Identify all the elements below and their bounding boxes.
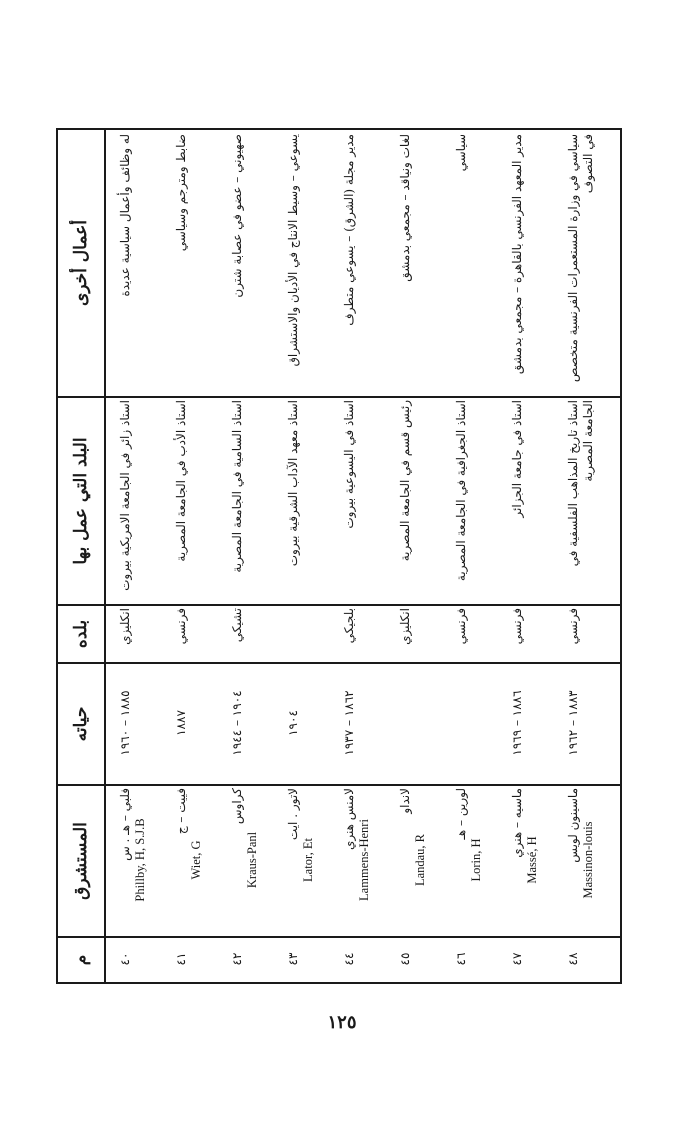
cell-life: ١٨٨٦ – ١٩٦٩ bbox=[510, 690, 524, 756]
table-row bbox=[562, 130, 614, 982]
cell-num: ٤٧ bbox=[510, 952, 524, 966]
page-number: ١٢٥ bbox=[327, 1012, 357, 1033]
cell-other-works: صهيوني – عضو في عصابة شترن bbox=[230, 134, 244, 298]
orientalist-name-arabic: فلبي – هـ . س bbox=[118, 788, 132, 861]
cell-countries-worked: استاذ في جامعة الجزائر bbox=[510, 400, 524, 518]
cell-orientalist bbox=[170, 788, 222, 932]
table-page bbox=[56, 128, 622, 984]
cell-life bbox=[394, 666, 446, 780]
cell-countries-worked: استاذ تاريخ المذاهب الفلسفية في الجامعة المصرية bbox=[566, 400, 595, 567]
cell-life: ١٩٠٤ bbox=[286, 710, 300, 736]
cell-other-works: له وظائف وأعمال سياسية عديدة bbox=[118, 134, 132, 297]
cell-life bbox=[450, 666, 502, 780]
cell-life: ١٨٦٢ – ١٩٣٧ bbox=[342, 690, 356, 756]
cell-other-works: مدير مجلة (الشرق) – يسوعي متطرف bbox=[342, 134, 356, 326]
orientalist-name-arabic: ماسينون لويس bbox=[566, 788, 580, 863]
header-country: بلده bbox=[71, 619, 91, 649]
cell-countries-worked: استاذ السامية في الجامعة المصرية bbox=[230, 400, 244, 573]
cell-country: تشيكي bbox=[230, 608, 244, 643]
cell-num: ٤٣ bbox=[286, 952, 300, 966]
cell-other-works: سياسي bbox=[454, 134, 468, 172]
header-other-works: أعمال أخرى bbox=[71, 219, 91, 307]
orientalist-name-latin: Lator, Et bbox=[301, 838, 315, 882]
orientalist-name-latin: Wiet, G bbox=[189, 840, 203, 880]
table-row bbox=[114, 130, 166, 982]
cell-orientalist bbox=[450, 788, 502, 932]
table-row bbox=[394, 130, 446, 982]
cell-orientalist bbox=[394, 788, 446, 932]
table-header bbox=[58, 130, 106, 982]
cell-num: ٤٢ bbox=[230, 952, 244, 966]
cell-countries-worked: استاذ معهد الآداب الشرقية بيروت bbox=[286, 400, 300, 567]
orientalist-name-latin: Lorin, H bbox=[469, 838, 483, 882]
cell-orientalist bbox=[114, 788, 166, 932]
cell-other-works: لغات ونياقد – مجمعي بدمشق bbox=[398, 134, 412, 282]
cell-countries-worked: استاذ الجغرافية في الجامعة المصرية bbox=[454, 400, 468, 582]
cell-life: ١٨٨٧ bbox=[174, 710, 188, 736]
table-row bbox=[170, 130, 222, 982]
cell-other-works: ضابط ومترجم وسياسي bbox=[174, 134, 188, 252]
header-num: م bbox=[71, 954, 91, 966]
cell-num: ٤٠ bbox=[118, 952, 132, 966]
cell-num: ٤٤ bbox=[342, 952, 356, 966]
orientalists-table bbox=[56, 128, 622, 984]
orientalist-name-arabic: كراوس bbox=[230, 788, 244, 825]
orientalist-name-latin: Massinon-louis bbox=[581, 821, 595, 899]
table-row bbox=[338, 130, 390, 982]
cell-other-works: يسوعي – وسيط الانتاج في الأديان والاستشراق bbox=[286, 134, 300, 367]
orientalist-name-arabic: ماسيه – هنري bbox=[510, 788, 524, 858]
cell-country: انكليزي bbox=[118, 608, 132, 645]
cell-country: فرنسي bbox=[566, 608, 580, 645]
cell-num: ٤١ bbox=[174, 952, 188, 966]
cell-orientalist bbox=[506, 788, 558, 932]
cell-life: ١٩٠٤ – ١٩٤٤ bbox=[230, 690, 244, 756]
cell-num: ٤٥ bbox=[398, 952, 412, 966]
cell-country: فرنسي bbox=[174, 608, 188, 645]
orientalist-name-latin: Massé, H bbox=[525, 836, 539, 884]
cell-countries-worked: استاذ في اليسوعية بيروت bbox=[342, 400, 356, 529]
cell-country: فرنسي bbox=[510, 608, 524, 645]
orientalist-name-arabic: لانداو bbox=[398, 788, 412, 814]
cell-life: ١٨٨٥ – ١٩٦٠ bbox=[118, 690, 132, 756]
cell-country: فرنسي bbox=[454, 608, 468, 645]
header-life: حياته bbox=[71, 706, 91, 742]
table-row bbox=[506, 130, 558, 982]
cell-countries-worked: استاذ الأدب في الجامعة المصرية bbox=[174, 400, 188, 562]
cell-life: ١٨٨٣ – ١٩٦٢ bbox=[566, 690, 580, 756]
cell-other-works: سياسي في وزارة المستعمرات الفرنسية متخصص في التصوف bbox=[566, 134, 595, 383]
cell-orientalist bbox=[226, 788, 278, 932]
table-row bbox=[226, 130, 278, 982]
orientalist-name-arabic: لامنس هنري bbox=[342, 788, 356, 850]
header-countries-worked: البلد التي عمل بها bbox=[71, 437, 91, 565]
table-row bbox=[282, 130, 334, 982]
cell-num: ٤٦ bbox=[454, 952, 468, 966]
cell-other-works: مدير المعهد الفرنسي بالقاهرة – مجمعي بدمشق bbox=[510, 134, 524, 375]
cell-country: بلجيكي bbox=[342, 608, 356, 644]
cell-orientalist bbox=[338, 788, 390, 932]
cell-num: ٤٨ bbox=[566, 952, 580, 966]
cell-orientalist bbox=[562, 788, 614, 932]
table-row bbox=[450, 130, 502, 982]
orientalist-name-arabic: فييت – ج bbox=[174, 788, 188, 835]
cell-countries-worked: استاذ زائر في الجامعة الامريكية بيروت bbox=[118, 400, 132, 591]
orientalist-name-latin: Kraus-Panl bbox=[245, 831, 259, 889]
orientalist-name-latin: Lammens-Henri bbox=[357, 819, 371, 901]
orientalist-name-latin: Landau, R bbox=[413, 833, 427, 887]
cell-countries-worked: رئيس قسم في الجامعة المصرية bbox=[398, 400, 412, 562]
cell-country bbox=[282, 608, 334, 660]
cell-orientalist bbox=[282, 788, 334, 932]
header-orientalist: المستشرق bbox=[71, 822, 91, 900]
cell-country: انكليزي bbox=[398, 608, 412, 645]
orientalist-name-latin: Phillby, H, S.J.B bbox=[133, 818, 147, 902]
orientalist-name-arabic: لاتور . ايت bbox=[286, 788, 300, 841]
orientalist-name-arabic: لورين – هـ bbox=[454, 788, 468, 840]
